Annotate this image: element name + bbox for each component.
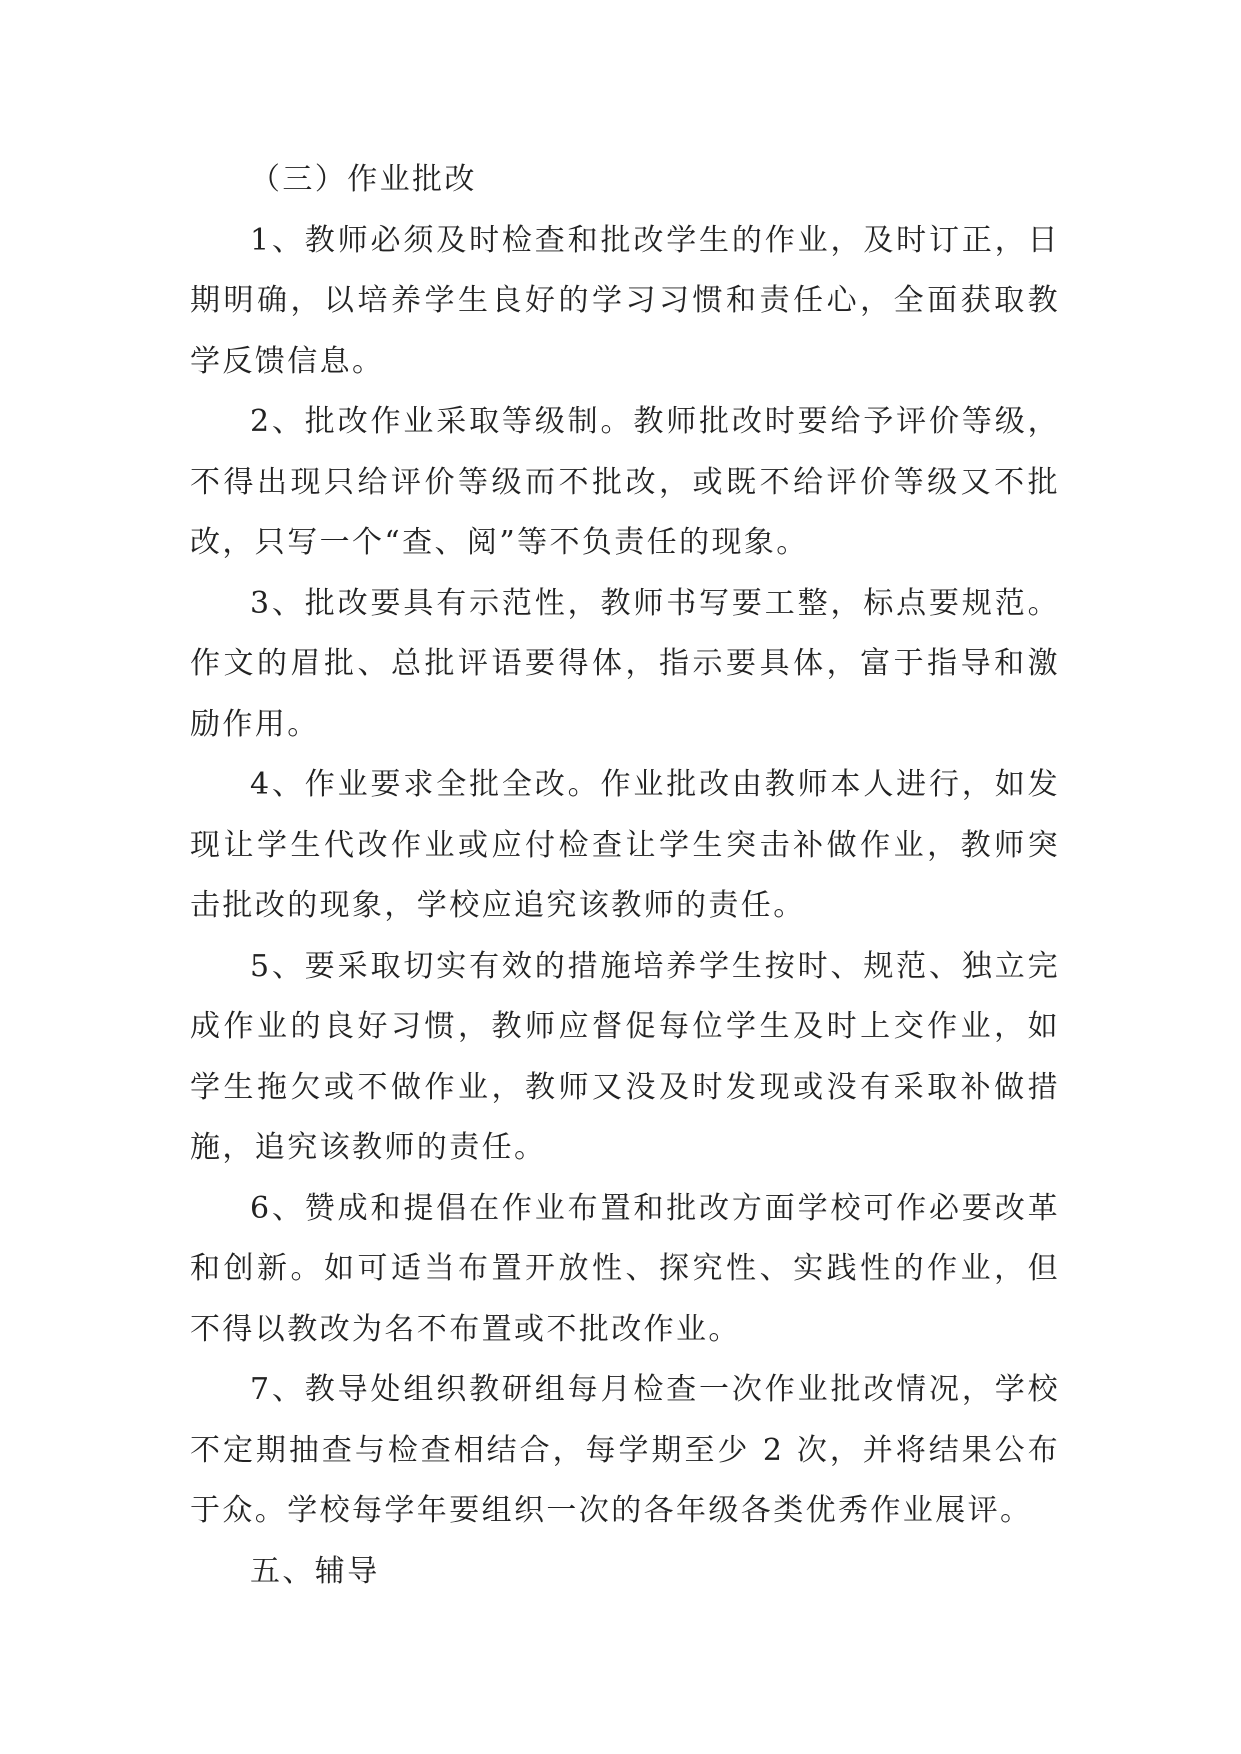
next-section-heading: 五、辅导 (250, 1553, 380, 1589)
paragraph-5: 5、要采取切实有效的措施培养学生按时、规范、独立完成作业的良好习惯，教师应督促每位学生及时上交作业，如学生拖欠或不做作业，教师又没及时发现或没有采取补做措施，追究该教师的责任。 (190, 948, 1060, 1165)
paragraph-4: 4、作业要求全批全改。作业批改由教师本人进行，如发现让学生代改作业或应付检查让学生突击补做作业，教师突击批改的现象，学校应追究该教师的责任。 (190, 767, 1060, 923)
section-heading: （三）作业批改 (250, 162, 477, 197)
paragraph-7: 7、教导处组织教研组每月检查一次作业批改情况，学校不定期抽查与检查相结合，每学期至少 2 次，并将结果公布于众。学校每学年要组织一次的各年级各类优秀作业展评。 (190, 1372, 1060, 1528)
document-body (190, 150, 1060, 1602)
paragraph-2: 2、批改作业采取等级制。教师批改时要给予评价等级，不得出现只给评价等级而不批改，或既不给评价等级又不批改，只写一个“查、阅”等不负责任的现象。 (190, 404, 1060, 560)
paragraph-1: 1、教师必须及时检查和批改学生的作业，及时订正，日期明确，以培养学生良好的学习习惯和责任心，全面获取教学反馈信息。 (190, 222, 1060, 379)
paragraph-6: 6、赞成和提倡在作业布置和批改方面学校可作必要改革和创新。如可适当布置开放性、探究性、实践性的作业，但不得以教改为名不布置或不批改作业。 (190, 1190, 1060, 1347)
paragraph-3: 3、批改要具有示范性，教师书写要工整，标点要规范。作文的眉批、总批评语要得体，指示要具体，富于指导和激励作用。 (190, 585, 1060, 742)
